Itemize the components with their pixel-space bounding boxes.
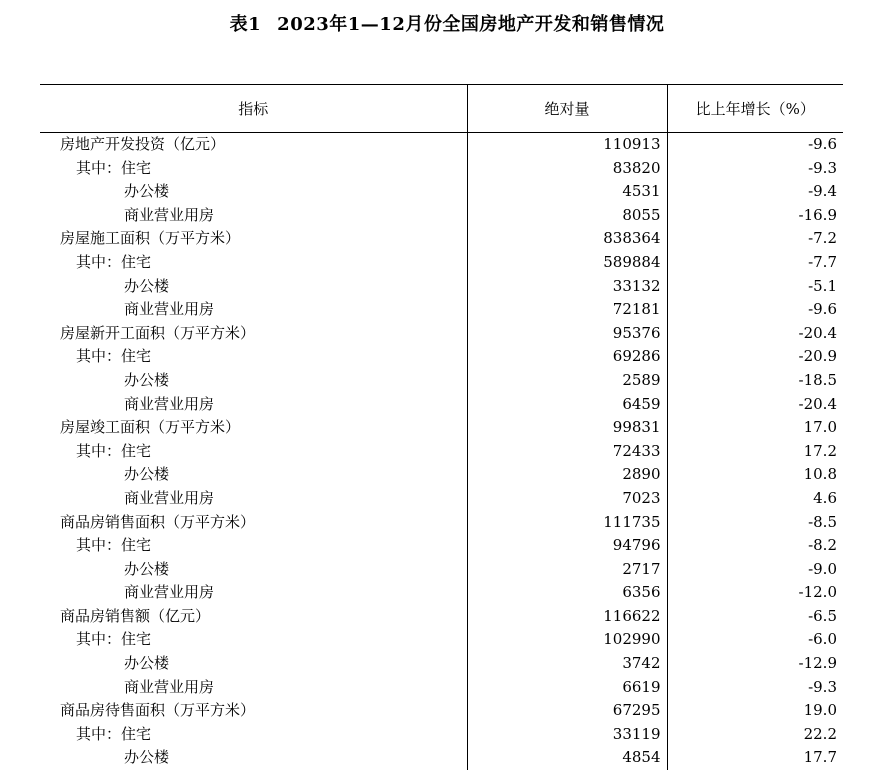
table-row bbox=[40, 180, 843, 204]
row-indicator-name: 办公楼 bbox=[40, 652, 467, 676]
row-absolute-value: 102990 bbox=[467, 628, 667, 652]
row-indicator-name: 商业营业用房 bbox=[40, 487, 467, 511]
row-absolute-value: 95376 bbox=[467, 322, 667, 346]
table-row bbox=[40, 676, 843, 700]
row-growth-rate: -6.5 bbox=[808, 606, 837, 625]
table-row bbox=[40, 605, 843, 629]
row-growth-rate: -9.6 bbox=[808, 135, 837, 153]
row-absolute-value: 2890 bbox=[467, 463, 667, 487]
row-indicator-name: 其中：住宅 bbox=[40, 440, 467, 464]
table-number: 表1 bbox=[229, 14, 262, 35]
table-row bbox=[40, 581, 843, 605]
row-absolute-value: 94796 bbox=[467, 534, 667, 558]
row-growth-rate: -20.9 bbox=[798, 347, 837, 366]
row-absolute-value: 111735 bbox=[467, 511, 667, 535]
row-absolute-value: 69286 bbox=[467, 345, 667, 369]
row-growth-rate: 10.8 bbox=[803, 465, 837, 484]
row-indicator-name: 商业营业用房 bbox=[40, 204, 467, 228]
row-growth-rate: -9.6 bbox=[808, 300, 837, 319]
row-absolute-value: 6619 bbox=[467, 676, 667, 700]
table-body bbox=[40, 133, 843, 771]
row-absolute-value: 33119 bbox=[467, 723, 667, 747]
table-row bbox=[40, 534, 843, 558]
table-row bbox=[40, 204, 843, 228]
row-indicator-name: 商品房销售面积（万平方米） bbox=[40, 511, 467, 535]
row-indicator-name: 商业营业用房 bbox=[40, 298, 467, 322]
row-indicator-name: 其中：住宅 bbox=[40, 534, 467, 558]
header-row bbox=[40, 85, 843, 133]
row-absolute-value: 33132 bbox=[467, 275, 667, 299]
row-growth-rate: -16.9 bbox=[798, 205, 837, 224]
table-row bbox=[40, 393, 843, 417]
row-absolute-value: 8055 bbox=[467, 204, 667, 228]
statistics-table bbox=[40, 84, 843, 770]
row-indicator-name: 办公楼 bbox=[40, 180, 467, 204]
row-indicator-name: 房屋新开工面积（万平方米） bbox=[40, 322, 467, 346]
row-growth-rate: 17.0 bbox=[803, 418, 837, 437]
row-growth-rate: -9.3 bbox=[808, 158, 837, 177]
row-growth-rate: 17.2 bbox=[803, 441, 837, 460]
header-indicator: 指标 bbox=[40, 85, 467, 133]
table-row bbox=[40, 133, 843, 157]
table-row bbox=[40, 699, 843, 723]
row-growth-rate: -9.0 bbox=[808, 559, 837, 578]
row-growth-rate: -8.5 bbox=[808, 512, 837, 531]
row-growth-rate: -7.2 bbox=[808, 229, 837, 248]
table-row bbox=[40, 298, 843, 322]
row-indicator-name: 其中：住宅 bbox=[40, 345, 467, 369]
row-absolute-value: 6356 bbox=[467, 581, 667, 605]
table-row bbox=[40, 227, 843, 251]
row-absolute-value: 110913 bbox=[467, 133, 667, 157]
row-growth-rate: -7.7 bbox=[808, 252, 837, 271]
row-indicator-name: 房地产开发投资（亿元） bbox=[40, 133, 467, 157]
table-title-text: 2023年1—12月份全国房地产开发和销售情况 bbox=[277, 14, 665, 35]
table-row bbox=[40, 487, 843, 511]
table-row bbox=[40, 251, 843, 275]
table-row bbox=[40, 652, 843, 676]
row-indicator-name: 商业营业用房 bbox=[40, 581, 467, 605]
row-indicator-name: 其中：住宅 bbox=[40, 157, 467, 181]
row-growth-rate: -8.2 bbox=[808, 536, 837, 555]
table-row bbox=[40, 275, 843, 299]
table-row bbox=[40, 463, 843, 487]
table-row bbox=[40, 345, 843, 369]
header-absolute-value: 绝对量 bbox=[467, 85, 667, 133]
row-indicator-name: 商品房待售面积（万平方米） bbox=[40, 699, 467, 723]
header-growth-rate: 比上年增长（%） bbox=[667, 85, 843, 133]
row-indicator-name: 其中：住宅 bbox=[40, 628, 467, 652]
row-indicator-name: 办公楼 bbox=[40, 746, 467, 770]
table-row bbox=[40, 416, 843, 440]
row-growth-rate: -6.0 bbox=[808, 630, 837, 649]
table-row bbox=[40, 628, 843, 652]
row-indicator-name: 办公楼 bbox=[40, 463, 467, 487]
row-absolute-value: 72181 bbox=[467, 298, 667, 322]
row-indicator-name: 办公楼 bbox=[40, 275, 467, 299]
row-indicator-name: 其中：住宅 bbox=[40, 251, 467, 275]
row-absolute-value: 6459 bbox=[467, 393, 667, 417]
row-absolute-value: 83820 bbox=[467, 157, 667, 181]
row-absolute-value: 72433 bbox=[467, 440, 667, 464]
row-absolute-value: 2589 bbox=[467, 369, 667, 393]
table-row bbox=[40, 558, 843, 582]
table-row bbox=[40, 723, 843, 747]
row-growth-rate: -20.4 bbox=[798, 394, 837, 413]
row-absolute-value: 2717 bbox=[467, 558, 667, 582]
row-absolute-value: 3742 bbox=[467, 652, 667, 676]
row-absolute-value: 7023 bbox=[467, 487, 667, 511]
row-indicator-name: 房屋竣工面积（万平方米） bbox=[40, 416, 467, 440]
row-growth-rate: 22.2 bbox=[803, 724, 837, 743]
row-growth-rate: 4.6 bbox=[813, 488, 837, 507]
row-indicator-name: 其中：住宅 bbox=[40, 723, 467, 747]
table-title bbox=[0, 10, 894, 36]
row-indicator-name: 办公楼 bbox=[40, 369, 467, 393]
row-growth-rate: -18.5 bbox=[798, 370, 837, 389]
row-growth-rate: -20.4 bbox=[798, 323, 837, 342]
row-absolute-value: 4854 bbox=[467, 746, 667, 770]
row-growth-rate: -12.9 bbox=[798, 654, 837, 673]
row-absolute-value: 116622 bbox=[467, 605, 667, 629]
row-indicator-name: 商业营业用房 bbox=[40, 393, 467, 417]
table-row bbox=[40, 511, 843, 535]
table-row bbox=[40, 157, 843, 181]
row-indicator-name: 商业营业用房 bbox=[40, 676, 467, 700]
row-indicator-name: 商品房销售额（亿元） bbox=[40, 605, 467, 629]
row-growth-rate: 19.0 bbox=[803, 701, 837, 720]
row-indicator-name: 办公楼 bbox=[40, 558, 467, 582]
table-row bbox=[40, 369, 843, 393]
row-growth-rate: -12.0 bbox=[798, 583, 837, 602]
row-absolute-value: 589884 bbox=[467, 251, 667, 275]
table-row bbox=[40, 322, 843, 346]
row-growth-rate: -9.3 bbox=[808, 677, 837, 696]
row-absolute-value: 838364 bbox=[467, 227, 667, 251]
row-growth-rate: -5.1 bbox=[808, 276, 837, 295]
row-growth-rate: 17.7 bbox=[803, 748, 837, 767]
row-growth-rate: -9.4 bbox=[808, 182, 837, 201]
row-indicator-name: 房屋施工面积（万平方米） bbox=[40, 227, 467, 251]
row-absolute-value: 67295 bbox=[467, 699, 667, 723]
row-absolute-value: 4531 bbox=[467, 180, 667, 204]
row-absolute-value: 99831 bbox=[467, 416, 667, 440]
table-row bbox=[40, 440, 843, 464]
table-row bbox=[40, 746, 843, 770]
